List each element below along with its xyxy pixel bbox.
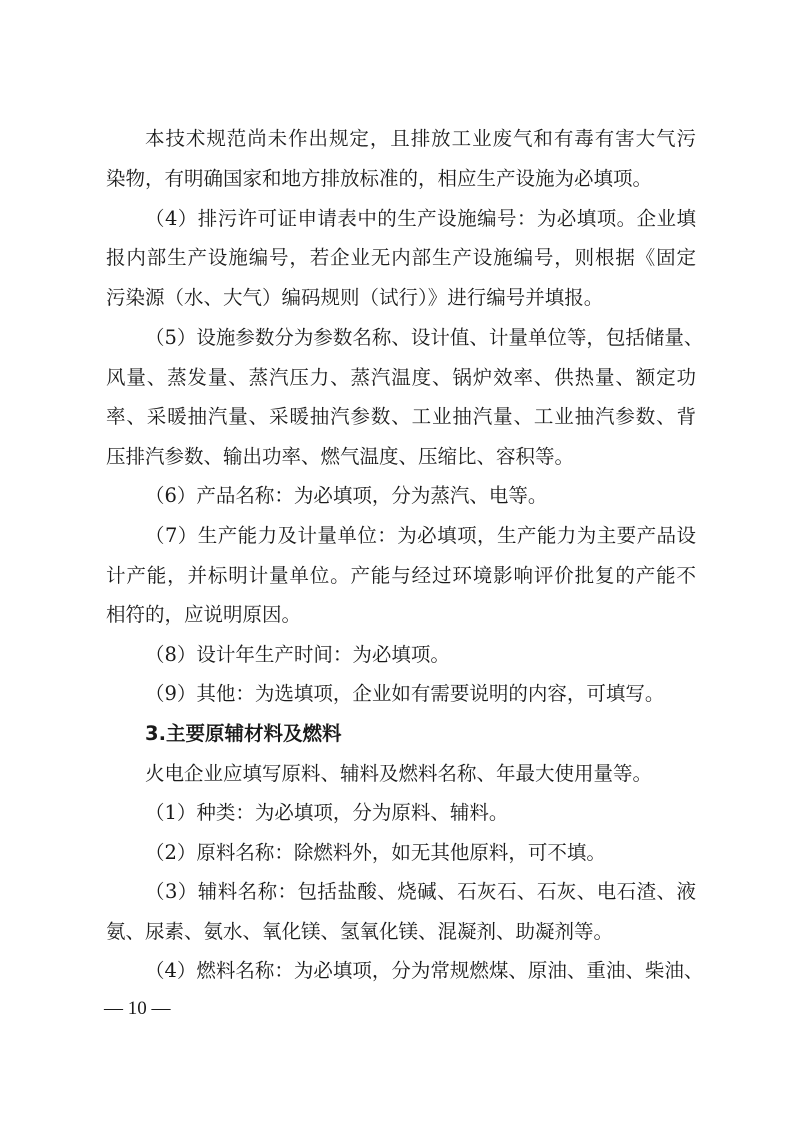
- paragraph-line: （3）辅料名称：包括盐酸、烧碱、石灰石、石灰、电石渣、液: [145, 880, 696, 903]
- paragraph-line: 风量、蒸发量、蒸汽压力、蒸汽温度、锅炉效率、供热量、额定功: [106, 366, 696, 389]
- paragraph-line: （4）排污许可证申请表中的生产设施编号：为必填项。企业填: [145, 207, 696, 230]
- paragraph-line: 污染源（水、大气）编码规则（试行）》进行编号并填报。: [106, 286, 604, 309]
- paragraph-line: （7）生产能力及计量单位：为必填项，生产能力为主要产品设: [145, 524, 696, 547]
- paragraph-line: （9）其他：为选填项，企业如有需要说明的内容，可填写。: [145, 682, 665, 705]
- paragraph-line: （6）产品名称：为必填项，分为蒸汽、电等。: [145, 484, 548, 507]
- paragraph-line: 报内部生产设施编号，若企业无内部生产设施编号，则根据《固定: [106, 246, 696, 269]
- paragraph-line: 压排汽参数、输出功率、燃气温度、压缩比、容积等。: [106, 445, 575, 468]
- paragraph-line: （5）设施参数分为参数名称、设计值、计量单位等，包括储量、: [145, 326, 704, 349]
- paragraph-line: 率、采暖抽汽量、采暖抽汽参数、工业抽汽量、工业抽汽参数、背: [106, 405, 696, 428]
- paragraph-line: （4）燃料名称：为必填项，分为常规燃煤、原油、重油、柴油、: [145, 959, 704, 982]
- page-number: — 10 —: [104, 998, 171, 1019]
- paragraph-line: 相符的，应说明原因。: [106, 603, 302, 626]
- paragraph-line: 本技术规范尚未作出规定，且排放工业废气和有毒有害大气污: [145, 127, 696, 150]
- paragraph-line: 氨、尿素、氨水、氧化镁、氢氧化镁、混凝剂、助凝剂等。: [106, 920, 614, 943]
- paragraph-line: 染物，有明确国家和地方排放标准的，相应生产设施为必填项。: [106, 167, 653, 190]
- paragraph-line: （8）设计年生产时间：为必填项。: [145, 643, 450, 666]
- paragraph-line: 计产能，并标明计量单位。产能与经过环境影响评价批复的产能不: [106, 564, 696, 587]
- section-heading: 3.主要原辅材料及燃料: [145, 722, 342, 745]
- paragraph-line: （1）种类：为必填项，分为原料、辅料。: [145, 801, 509, 824]
- paragraph-line: （2）原料名称：除燃料外，如无其他原料，可不填。: [145, 841, 606, 864]
- paragraph-line: 火电企业应填写原料、辅料及燃料名称、年最大使用量等。: [145, 762, 653, 785]
